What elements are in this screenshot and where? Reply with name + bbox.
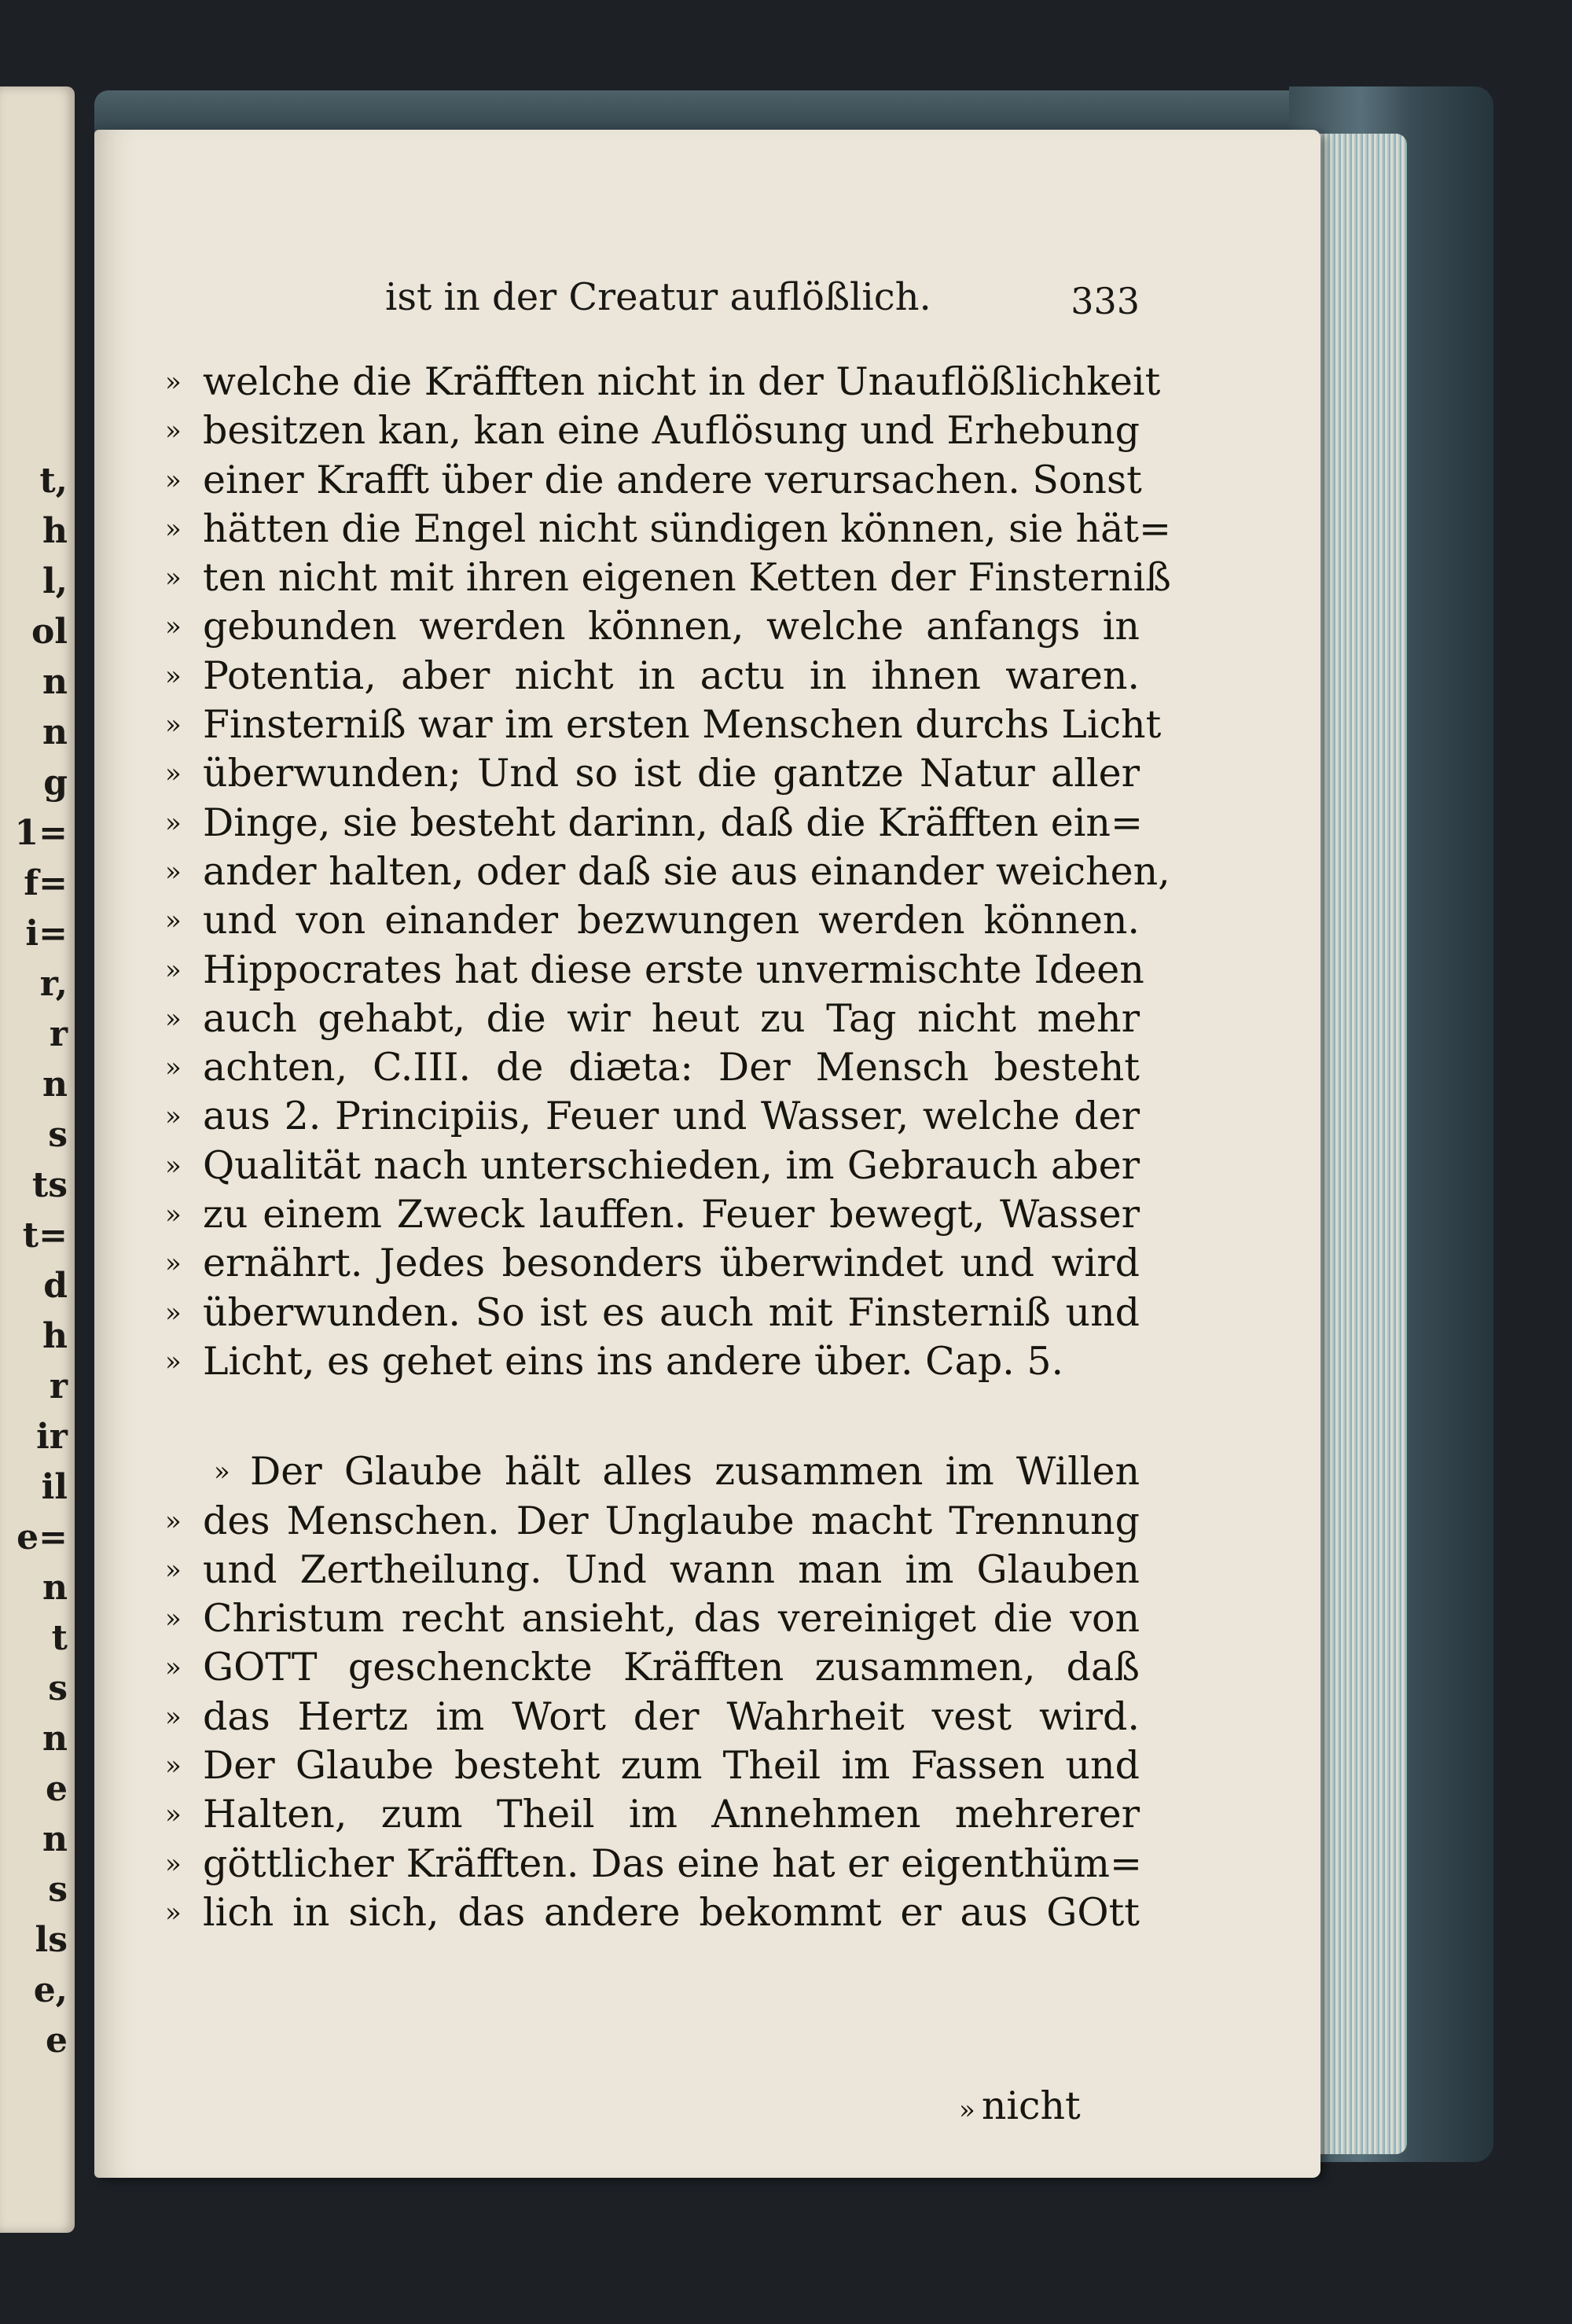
line-text: zu einem Zweck lauffen. Feuer bewegt, Wasser [203,1192,1140,1237]
quote-mark: » [214,1456,230,1488]
line-text: Christum recht ansieht, das vereiniget die von [203,1596,1140,1642]
left-fragment: e [46,1769,68,1809]
catchword-text: nicht [981,2083,1081,2128]
left-fragment: n [42,1065,68,1105]
left-fragment: ir [36,1417,68,1457]
text-line [165,1888,1140,1937]
left-fragment: il [41,1467,68,1507]
text-line [165,1594,1140,1643]
quote-mark: » [165,1296,182,1329]
quote-mark: » [165,1002,182,1035]
left-fragment: n [42,662,68,702]
left-fragment: t= [22,1215,68,1256]
quote-mark: » [165,513,182,545]
quote-mark: » [165,1603,182,1635]
text-line [165,1043,1140,1092]
quote-mark: » [165,1199,182,1231]
line-text: ernährt. Jedes besonders überwindet und wird [203,1241,1140,1286]
quote-mark: » [165,1505,182,1537]
quote-mark: » [165,1345,182,1377]
line-text: besitzen kan, kan eine Auflösung und Erhebung [203,408,1140,454]
line-text: Dinge, sie besteht darinn, daß die Kräfften ein= [203,800,1144,845]
text-line [165,358,1161,406]
line-text: überwunden. So ist es auch mit Finsterniß und [203,1289,1140,1335]
body-text [165,358,1172,1937]
quote-mark: » [165,562,182,594]
quote-mark: » [165,464,182,496]
left-fragment: s [48,1870,68,1910]
text-line [165,1142,1140,1190]
text-line [165,1447,1140,1496]
line-text: Hippocrates hat diese erste unvermischte Ideen [203,947,1144,992]
text-line [165,1239,1140,1288]
line-text: göttlicher Kräfften. Das eine hat er eigenthüm= [203,1840,1143,1886]
left-fragment: r, [39,964,68,1004]
line-text: GOTT geschenckte Kräfften zusammen, daß [203,1645,1140,1690]
running-head: ist in der Creatur auflößlich. [385,275,931,319]
left-fragment: r [49,1014,68,1054]
line-text: und von einander bezwungen werden können. [203,898,1140,943]
quote-mark: » [165,1799,182,1831]
left-fragment: h [42,511,68,551]
line-text: Qualität nach unterschieden, im Gebrauch aber [203,1142,1140,1188]
line-text: achten, C.III. de diæta: Der Mensch besteht [203,1045,1140,1090]
text-line [165,1190,1140,1239]
line-text: welche die Kräfften nicht in der Unauflößlichkeit [203,359,1161,404]
line-text: und Zertheilung. Und wann man im Glauben [203,1546,1140,1592]
text-line [165,456,1140,505]
quote-mark: » [165,611,182,643]
text-line [165,1289,1140,1337]
line-text: ten nicht mit ihren eigenen Ketten der Finsterniß [203,555,1171,601]
line-text: auch gehabt, die wir heut zu Tag nicht mehr [203,995,1140,1041]
line-text: Potentia, aber nicht in actu in ihnen waren. [203,653,1140,698]
text-line [165,1840,1143,1888]
line-text: hätten die Engel nicht sündigen können, sie hät= [203,506,1172,551]
text-line [165,749,1140,798]
paragraph-1 [165,358,1172,1386]
left-fragment: e [46,2021,68,2061]
text-line [165,553,1171,602]
quote-mark: » [165,954,182,986]
left-fragment: f= [24,863,68,903]
left-fragment: r [49,1366,68,1407]
page-number: 333 [1071,280,1140,322]
left-fragment: ol [31,612,68,652]
quote-mark: » [165,709,182,741]
line-text: lich in sich, das andere bekommt er aus GOtt [203,1889,1140,1935]
left-fragment: e, [33,1970,68,2010]
line-text: Halten, zum Theil im Annehmen mehrerer [203,1792,1140,1837]
text-line [165,1337,1140,1386]
quote-mark: » [165,1149,182,1182]
quote-mark: » [165,807,182,839]
line-text: Finsterniß war im ersten Menschen durchs Licht [203,702,1162,748]
quote-mark: » [165,415,182,447]
page-header [385,275,1140,330]
text-line [165,1092,1140,1141]
quote-mark: » [165,758,182,790]
quote-mark: » [165,1052,182,1084]
left-fragment: t [51,1618,68,1658]
quote-mark: » [165,1848,182,1880]
left-fragment: e= [17,1517,68,1557]
left-fragment: t, [39,461,68,501]
quote-mark: » [165,660,182,692]
text-line [165,1790,1140,1839]
left-fragment: ls [35,1920,68,1960]
quote-mark: » [165,1750,182,1782]
text-line [165,946,1144,995]
quote-mark: » [165,366,182,398]
text-line [165,652,1140,701]
left-page-edge [0,86,75,2233]
line-text: des Menschen. Der Unglaube macht Trennung [203,1498,1140,1543]
line-text: aus 2. Principiis, Feuer und Wasser, welche der [203,1094,1140,1139]
text-line [165,799,1144,848]
text-line [165,995,1140,1043]
left-fragment: i= [25,914,68,954]
quote-mark: » [959,2094,975,2126]
text-line [165,1546,1140,1594]
catchword [959,2083,1081,2128]
text-line [165,1741,1140,1790]
text-line [165,701,1162,749]
left-fragment: s [48,1668,68,1708]
left-page-text-fragments [0,456,72,2066]
quote-mark: » [165,1652,182,1684]
left-fragment: s [48,1115,68,1155]
left-fragment: n [42,1719,68,1759]
quote-mark: » [165,1554,182,1586]
text-line [165,602,1140,651]
text-line [165,1643,1140,1692]
line-text: überwunden; Und so ist die gantze Natur aller [203,751,1140,796]
left-fragment: ts [31,1165,68,1205]
quote-mark: » [165,1896,182,1929]
text-line [165,896,1140,945]
quote-mark: » [165,1701,182,1733]
left-fragment: l, [42,561,68,601]
quote-mark: » [165,1101,182,1133]
quote-mark: » [165,855,182,888]
line-text: gebunden werden können, welche anfangs in [203,604,1140,649]
text-line [165,848,1170,896]
text-line [165,505,1172,553]
quote-mark: » [165,905,182,937]
text-line [165,1693,1140,1741]
line-text: Licht, es gehet eins ins andere über. Cap. 5. [203,1338,1064,1384]
line-text: das Hertz im Wort der Wahrheit vest wird. [203,1693,1140,1739]
line-text: ander halten, oder daß sie aus einander weichen, [203,848,1170,894]
left-fragment: g [43,763,68,803]
left-fragment: 1= [14,813,68,853]
left-fragment: n [42,712,68,752]
left-fragment: n [42,1819,68,1859]
left-fragment: h [42,1316,68,1356]
text-line [165,1497,1140,1546]
quote-mark: » [165,1248,182,1280]
left-fragment: d [43,1266,68,1306]
line-text: Der Glaube besteht zum Theil im Fassen und [203,1743,1140,1789]
line-text: Der Glaube hält alles zusammen im Willen [250,1449,1140,1495]
paragraph-2 [165,1447,1143,1937]
line-text: einer Krafft über die andere verursachen. Sonst [203,457,1142,502]
left-fragment: n [42,1568,68,1608]
text-line [165,406,1140,455]
